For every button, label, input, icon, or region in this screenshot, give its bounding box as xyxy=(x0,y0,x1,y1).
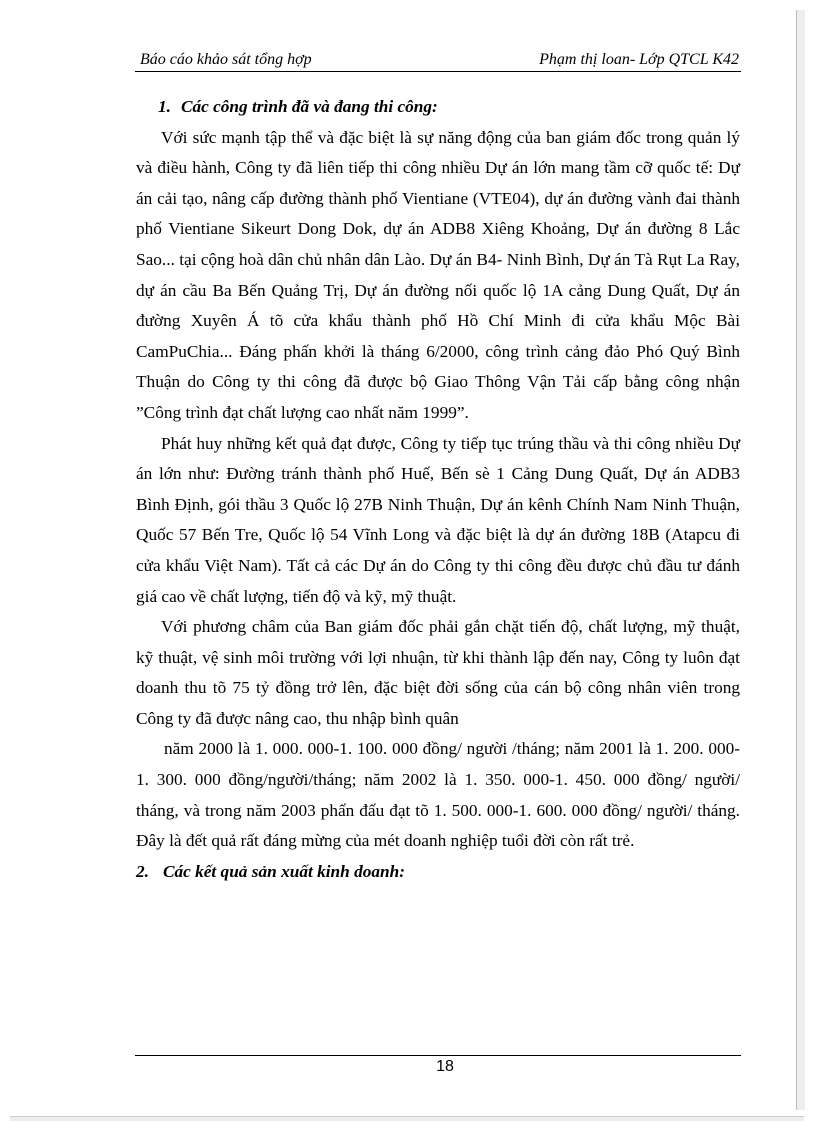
page-header xyxy=(135,51,741,72)
page-shadow-bottom xyxy=(10,1116,804,1121)
paragraph-projects: Với sức mạnh tập thể và đặc biệt là sự năng động của ban giám đốc trong quản lý và điều hành, Công ty đã liên tiếp thi công nhiều Dự án lớn mang tầm cỡ quốc tế: Dự án cải tạo, nâng cấp đường thành phố Vientiane (VTE04), dự án đường vành đai thành phố Vientiane Sikeurt Dong Dok, dự án ADB8 Xiêng Khoảng, Dự án đường 8 Lắc Sao... tại cộng hoà dân chủ nhân dân Lào. Dự án B4- Ninh Bình, Dự án Tà Rụt La Ray, dự án cầu Ba Bến Quảng Trị, Dự án đường nối quốc lộ 1A cảng Dung Quất, Dự án đường Xuyên Á tõ cửa khẩu thành phố Hồ Chí Minh đi cửa khẩu Mộc Bài CamPuChia... Đáng phấn khởi là tháng 6/2000, công trình cảng đảo Phó Quý Bình Thuận do Công ty thi công đã được bộ Giao Thông Vận Tải cấp bằng công nhận ”Công trình đạt chất lượng cao nhất năm 1999”. xyxy=(136,127,740,422)
footer-divider xyxy=(135,1055,741,1056)
page-number: 18 xyxy=(436,1058,454,1075)
section-number: 1. xyxy=(158,97,171,116)
section-title: Các kết quả sản xuất kinh doanh: xyxy=(162,861,405,881)
section-heading-1 xyxy=(136,92,740,123)
section-number: 2. xyxy=(136,861,149,881)
paragraph-achievements: Phát huy những kết quả đạt được, Công ty tiếp tục trúng thầu và thi công nhiều Dự án lớn như: Đường tránh thành phố Huế, Bến sè 1 Cảng Dung Quất, Dự án ADB3 Bình Định, gói thầu 3 Quốc lộ 27B Ninh Thuận, Dự án kênh Chính Nam Ninh Thuận, Quốc 57 Bến Tre, Quốc lộ 54 Vĩnh Long và đặc biệt là dự án đường 18B (Atapcu đi cửa khẩu Việt Nam). Tất cả các Dự án do Công ty thi công đều được chủ đầu tư đánh giá cao về chất lượng, tiến độ và kỹ, mỹ thuật. xyxy=(136,433,740,606)
page-shadow-right xyxy=(796,10,805,1110)
section-heading-2 xyxy=(136,857,740,888)
paragraph-policy: Với phương châm của Ban giám đốc phải gắn chặt tiến độ, chất lượng, mỹ thuật, kỹ thuật, vệ sinh môi trường với lợi nhuận, từ khi thành lập đến nay, Công ty luôn đạt doanh thu tõ 75 tỷ đồng trở lên, đặc biệt đời sống của cán bộ công nhân viên trong Công ty đã được nâng cao, thu nhập bình quân xyxy=(136,617,740,728)
header-report-title: Báo cáo khảo sát tổng hợp xyxy=(140,51,312,68)
paragraph-income: năm 2000 là 1. 000. 000-1. 100. 000 đồng/ người /tháng; năm 2001 là 1. 200. 000-1. 300. 000 đồng/người/tháng; năm 2002 là 1. 350. 000-1. 450. 000 đồng/ người/ tháng, và trong năm 2003 phấn đấu đạt tõ 1. 500. 000-1. 600. 000 đồng/ người/ tháng. Đây là đết quả rất đáng mừng của mét doanh nghiệp tuổi đời còn rất trẻ. xyxy=(136,739,740,851)
header-author: Phạm thị loan- Lớp QTCL K42 xyxy=(539,51,739,68)
document-body xyxy=(136,92,740,887)
section-title: Các công trình đã và đang thi công: xyxy=(180,97,438,116)
